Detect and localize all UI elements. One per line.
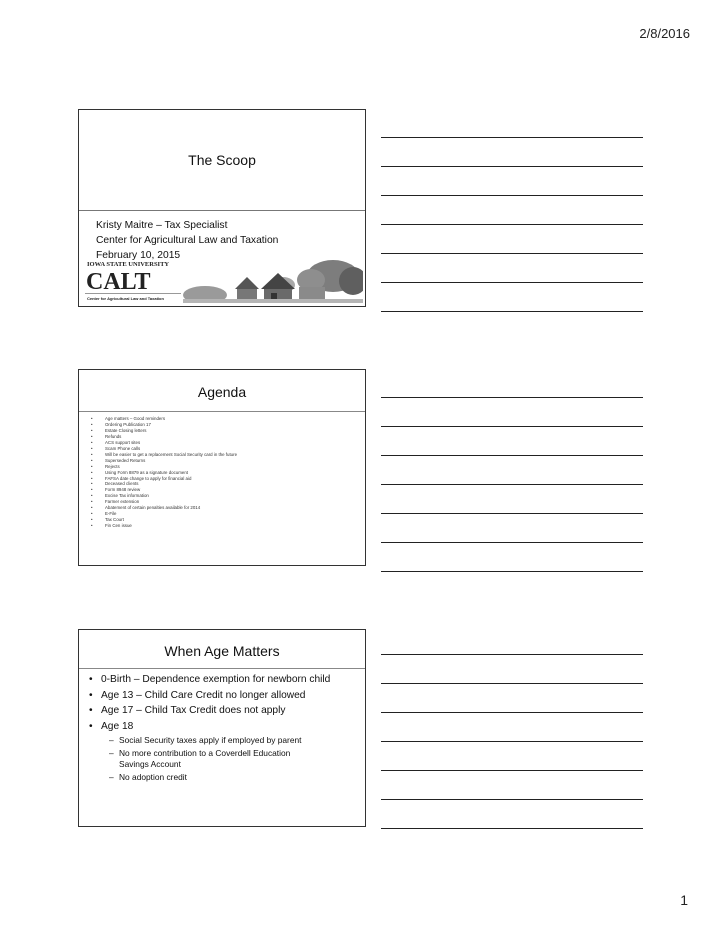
slide-2	[78, 369, 366, 566]
agenda-item: • Tax Court	[91, 517, 365, 523]
note-line	[381, 742, 643, 771]
notes-lines-2	[381, 369, 643, 572]
agenda-item: • Refunds	[91, 434, 365, 440]
logo-university: IOWA STATE UNIVERSITY	[87, 261, 170, 268]
note-line	[381, 283, 643, 312]
note-line	[381, 138, 643, 167]
agenda-item: • Farmer extension	[91, 499, 365, 505]
sub-bullet-item: – No adoption credit	[99, 772, 365, 783]
note-line	[381, 167, 643, 196]
slide-1-title: The Scoop	[188, 152, 256, 168]
note-line	[381, 427, 643, 456]
sub-bullet-line: No more contribution to a Coverdell Education	[119, 748, 291, 758]
byline-name: Kristy Maitre – Tax Specialist	[96, 220, 228, 231]
agenda-item: • Scam Phone calls	[91, 446, 365, 452]
agenda-list	[79, 412, 365, 529]
agenda-item: • Ordering Publication 17	[91, 422, 365, 428]
slide-1-title-area	[79, 110, 365, 211]
agenda-item: • Form 8948 review	[91, 487, 365, 493]
bullet-item: • Age 18	[89, 720, 365, 734]
calt-logo	[85, 259, 181, 303]
note-line	[381, 655, 643, 684]
note-line	[381, 713, 643, 742]
logo-mark: CALT	[86, 269, 151, 295]
agenda-item: • Fin Cen issue	[91, 523, 365, 529]
agenda-item: • Estate Closing letters	[91, 428, 365, 434]
agenda-item: • E-File	[91, 511, 365, 517]
sub-bullet-line: Savings Account	[119, 759, 181, 769]
note-line	[381, 196, 643, 225]
note-line	[381, 485, 643, 514]
agenda-item: • Rejects	[91, 464, 365, 470]
agenda-item: • FAFSA date change to apply for financial aid	[91, 476, 365, 482]
sub-bullet-item	[99, 748, 365, 770]
notes-lines-1	[381, 109, 643, 312]
note-line	[381, 771, 643, 800]
agenda-item: • Using Form 8879 as a signature document	[91, 470, 365, 476]
agenda-item: • Superseded Returns	[91, 458, 365, 464]
agenda-item: • Abatement of certain penalties available for 2014	[91, 505, 365, 511]
note-line	[381, 543, 643, 572]
slide-3	[78, 629, 366, 827]
slide-1	[78, 109, 366, 307]
farm-photo	[183, 259, 363, 303]
agenda-item: • Age matters – Good reminders	[91, 416, 365, 422]
note-line	[381, 254, 643, 283]
agenda-item: • Will be easier to get a replacement Social Security card in the future	[91, 452, 365, 458]
sub-bullet-item: – Social Security taxes apply if employed by parent	[99, 735, 365, 746]
note-line	[381, 684, 643, 713]
agenda-item: • Excise Tax information	[91, 493, 365, 499]
agenda-item: • ACS support sites	[91, 440, 365, 446]
note-line	[381, 800, 643, 829]
byline-org: Center for Agricultural Law and Taxation	[96, 235, 279, 246]
note-line	[381, 456, 643, 485]
agenda-item: • Deceased clients	[91, 481, 365, 487]
bullet-item: • 0-Birth – Dependence exemption for newborn child	[89, 673, 365, 687]
slide-2-title: Agenda	[197, 384, 247, 400]
note-line	[381, 109, 643, 138]
bullet-item: • Age 13 – Child Care Credit no longer allowed	[89, 689, 365, 703]
note-line	[381, 626, 643, 655]
logo-subtitle: Center for Agricultural Law and Taxation	[87, 296, 164, 301]
slide-3-content	[79, 669, 365, 783]
note-line	[381, 398, 643, 427]
notes-lines-3	[381, 626, 643, 829]
page-number: 1	[680, 892, 688, 908]
byline-date: February 10, 2015	[96, 250, 181, 261]
slide-1-byline	[79, 211, 365, 263]
note-line	[381, 369, 643, 398]
note-line	[381, 514, 643, 543]
slide-3-title: When Age Matters	[164, 643, 280, 659]
page-date: 2/8/2016	[639, 26, 690, 41]
note-line	[381, 225, 643, 254]
bullet-item: • Age 17 – Child Tax Credit does not apply	[89, 704, 365, 718]
